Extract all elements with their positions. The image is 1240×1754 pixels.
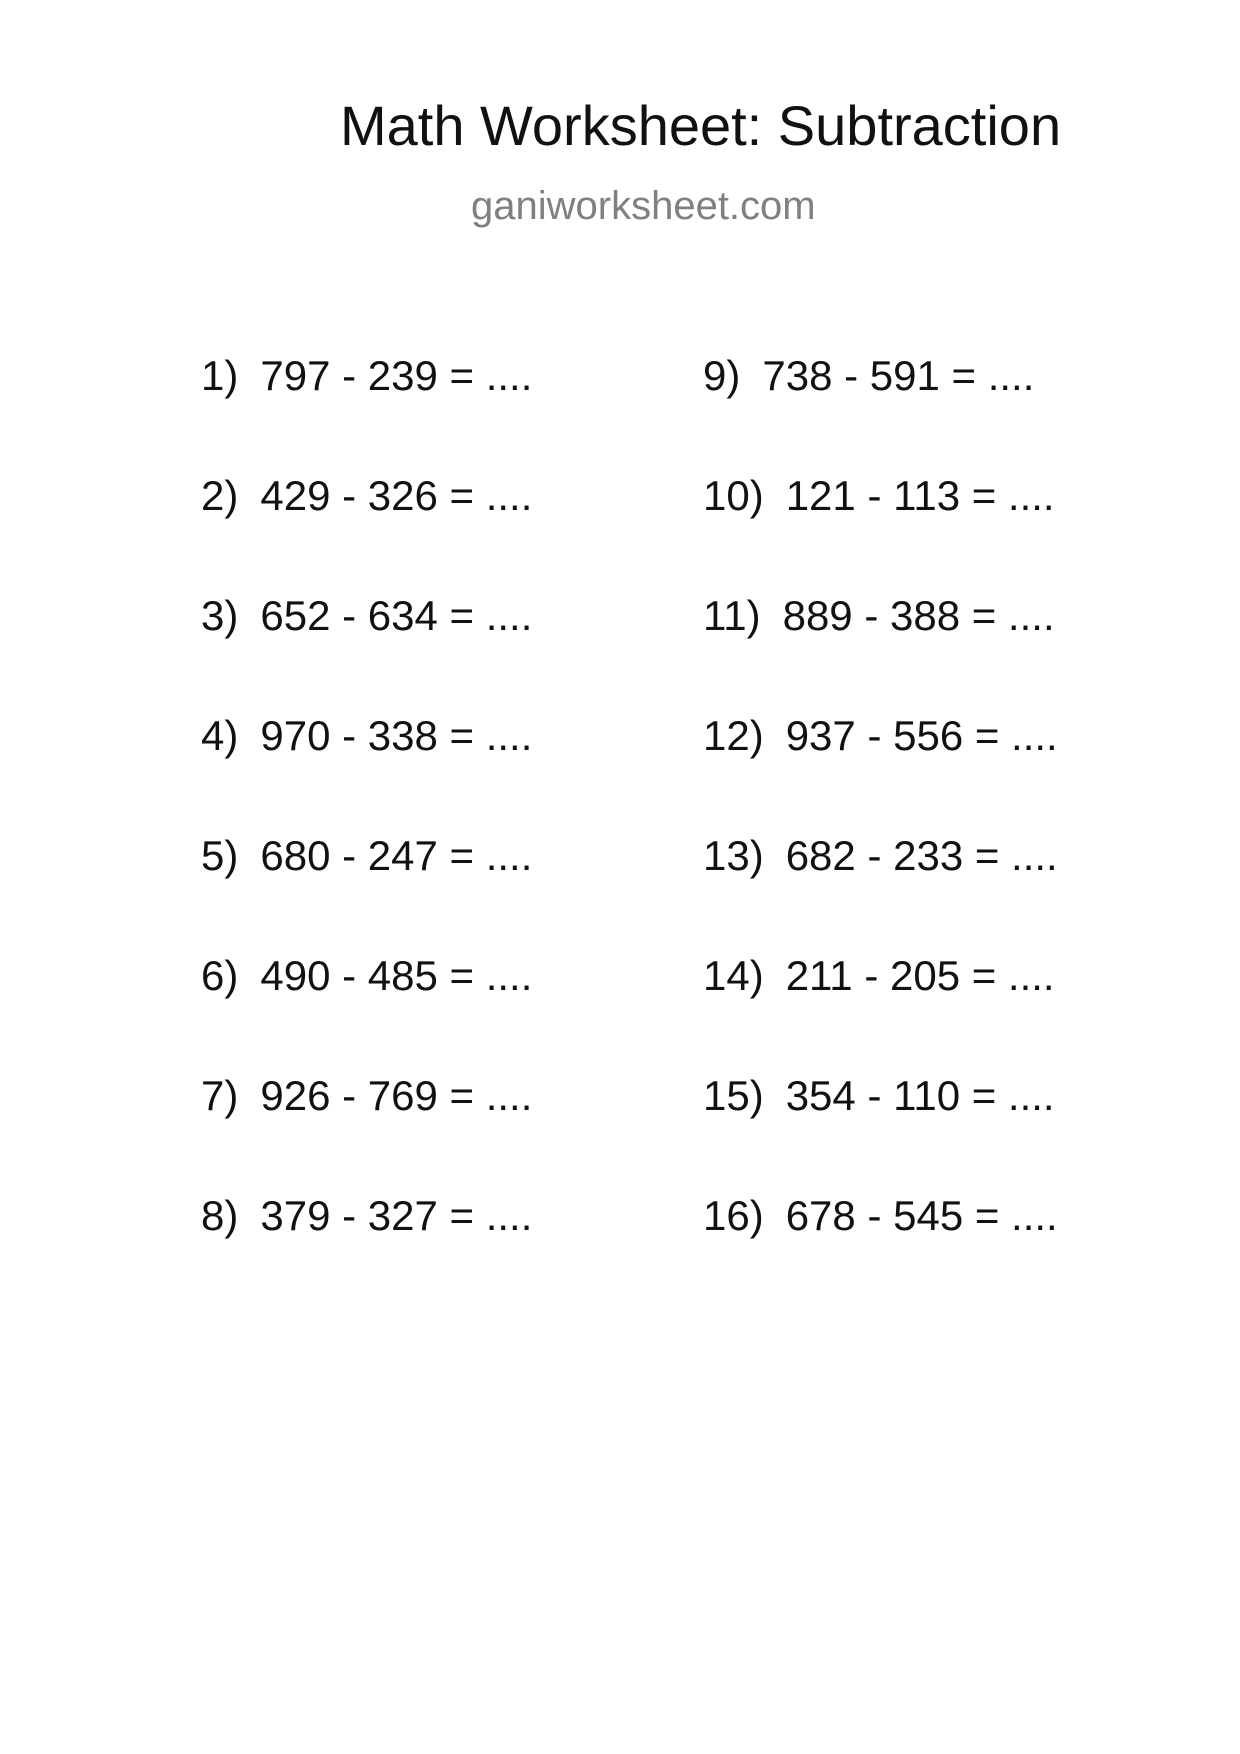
problem-expression: 121 - 113 = .... [785,472,1055,519]
problem-6 [201,952,533,1075]
problem-expression: 680 - 247 = .... [260,832,533,879]
problem-number: 2) [201,472,239,519]
problem-expression: 926 - 769 = .... [260,1072,533,1119]
problem-number: 4) [201,712,239,759]
problem-expression: 970 - 338 = .... [260,712,533,759]
problem-11 [703,592,1058,715]
problem-9 [703,352,1058,475]
problem-number: 7) [201,1072,239,1119]
problem-expression: 889 - 388 = .... [782,592,1055,639]
problem-number: 16) [703,1192,764,1239]
problem-2 [201,472,533,595]
problem-4 [201,712,533,835]
problem-expression: 379 - 327 = .... [260,1192,533,1239]
problem-expression: 678 - 545 = .... [785,1192,1058,1239]
problem-number: 10) [703,472,764,519]
problem-number: 14) [703,952,764,999]
problem-number: 8) [201,1192,239,1239]
problem-number: 15) [703,1072,764,1119]
problem-10 [703,472,1058,595]
problem-number: 12) [703,712,764,759]
problem-expression: 490 - 485 = .... [260,952,533,999]
problem-expression: 937 - 556 = .... [785,712,1058,759]
problem-expression: 354 - 110 = .... [785,1072,1055,1119]
problem-number: 13) [703,832,764,879]
problem-number: 5) [201,832,239,879]
problem-number: 11) [703,592,761,639]
problem-number: 1) [201,352,239,399]
problem-expression: 429 - 326 = .... [260,472,533,519]
problem-12 [703,712,1058,835]
problem-expression: 652 - 634 = .... [260,592,533,639]
problem-column-right [703,352,1058,1315]
problem-5 [201,832,533,955]
problem-number: 3) [201,592,239,639]
problem-13 [703,832,1058,955]
problem-expression: 211 - 205 = .... [785,952,1055,999]
site-url: ganiworksheet.com [471,184,816,228]
problem-14 [703,952,1058,1075]
problem-1 [201,352,533,475]
problem-8 [201,1192,533,1315]
problem-expression: 682 - 233 = .... [785,832,1058,879]
problem-expression: 797 - 239 = .... [260,352,533,399]
page-title: Math Worksheet: Subtraction [340,94,1062,157]
problem-column-left [201,352,533,1315]
problem-expression: 738 - 591 = .... [762,352,1035,399]
problem-number: 9) [703,352,741,399]
problem-number: 6) [201,952,239,999]
problem-7 [201,1072,533,1195]
problem-15 [703,1072,1058,1195]
problem-16 [703,1192,1058,1315]
problem-3 [201,592,533,715]
